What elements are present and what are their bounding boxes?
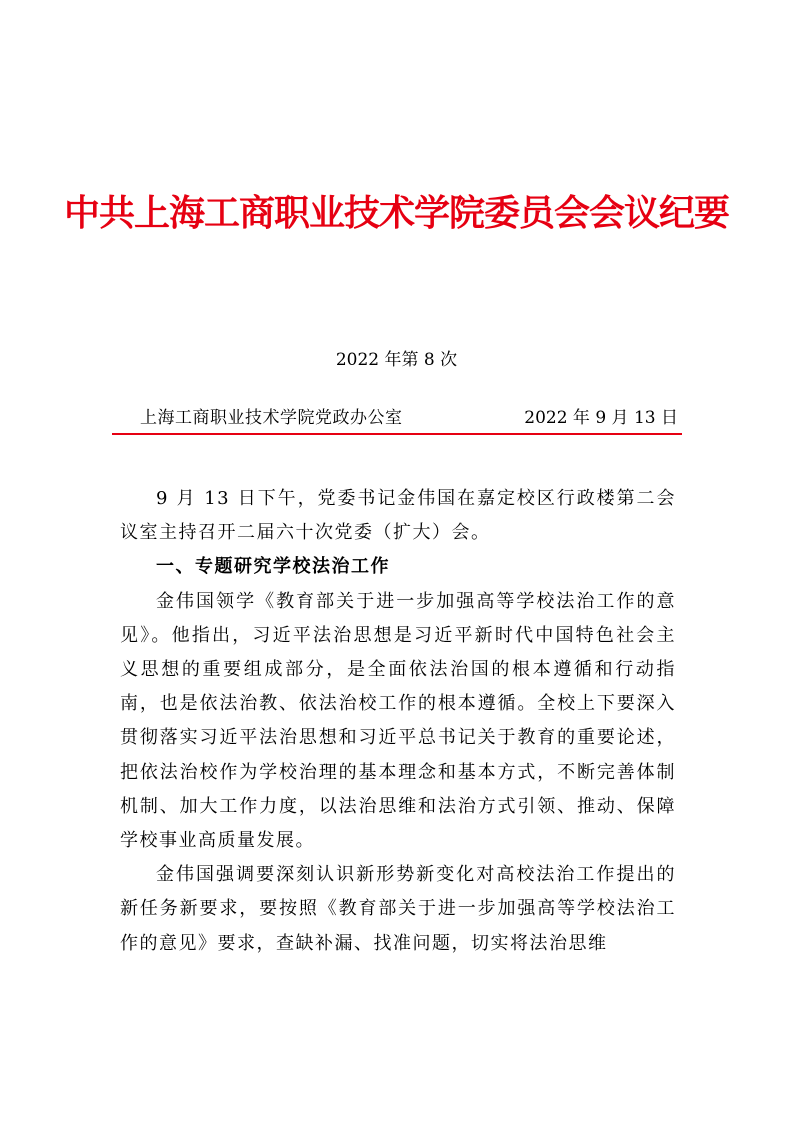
intro-paragraph: 9 月 13 日下午，党委书记金伟国在嘉定校区行政楼第二会议室主持召开二届六十次党委（扩大）会。 — [120, 488, 676, 544]
issuer-office: 上海工商职业技术学院党政办公室 — [140, 408, 403, 428]
issuer-row — [112, 406, 682, 432]
body-paragraph: 金伟国强调要深刻认识新形势新变化对高校法治工作提出的新任务新要求，要按照《教育部关于进一步加强高等学校法治工作的意见》要求，查缺补漏、找准问题，切实将法治思维 — [120, 864, 676, 954]
red-divider-line — [112, 433, 682, 435]
body-paragraph: 金伟国领学《教育部关于进一步加强高等学校法治工作的意见》。他指出，习近平法治思想是习近平新时代中国特色社会主义思想的重要组成部分，是全面依法治国的根本遵循和行动指南，也是依法治教、依法治校工作的根本遵循。全校上下要深入贯彻落实习近平法治思想和习近平总书记关于教育的重要论述，把依法治校作为学校治理的基本理念和基本方式，不断完善体制机制、加大工作力度，以法治思维和法治方式引领、推动、保障学校事业高质量发展。 — [120, 590, 676, 852]
document-body — [120, 482, 676, 961]
issue-number: 2022 年第 8 次 — [335, 350, 458, 370]
section-heading: 一、专题研究学校法治工作 — [156, 556, 390, 578]
document-title: 中共上海工商职业技术学院委员会会议纪要 — [63, 192, 729, 234]
issue-date: 2022 年 9 月 13 日 — [524, 408, 678, 428]
